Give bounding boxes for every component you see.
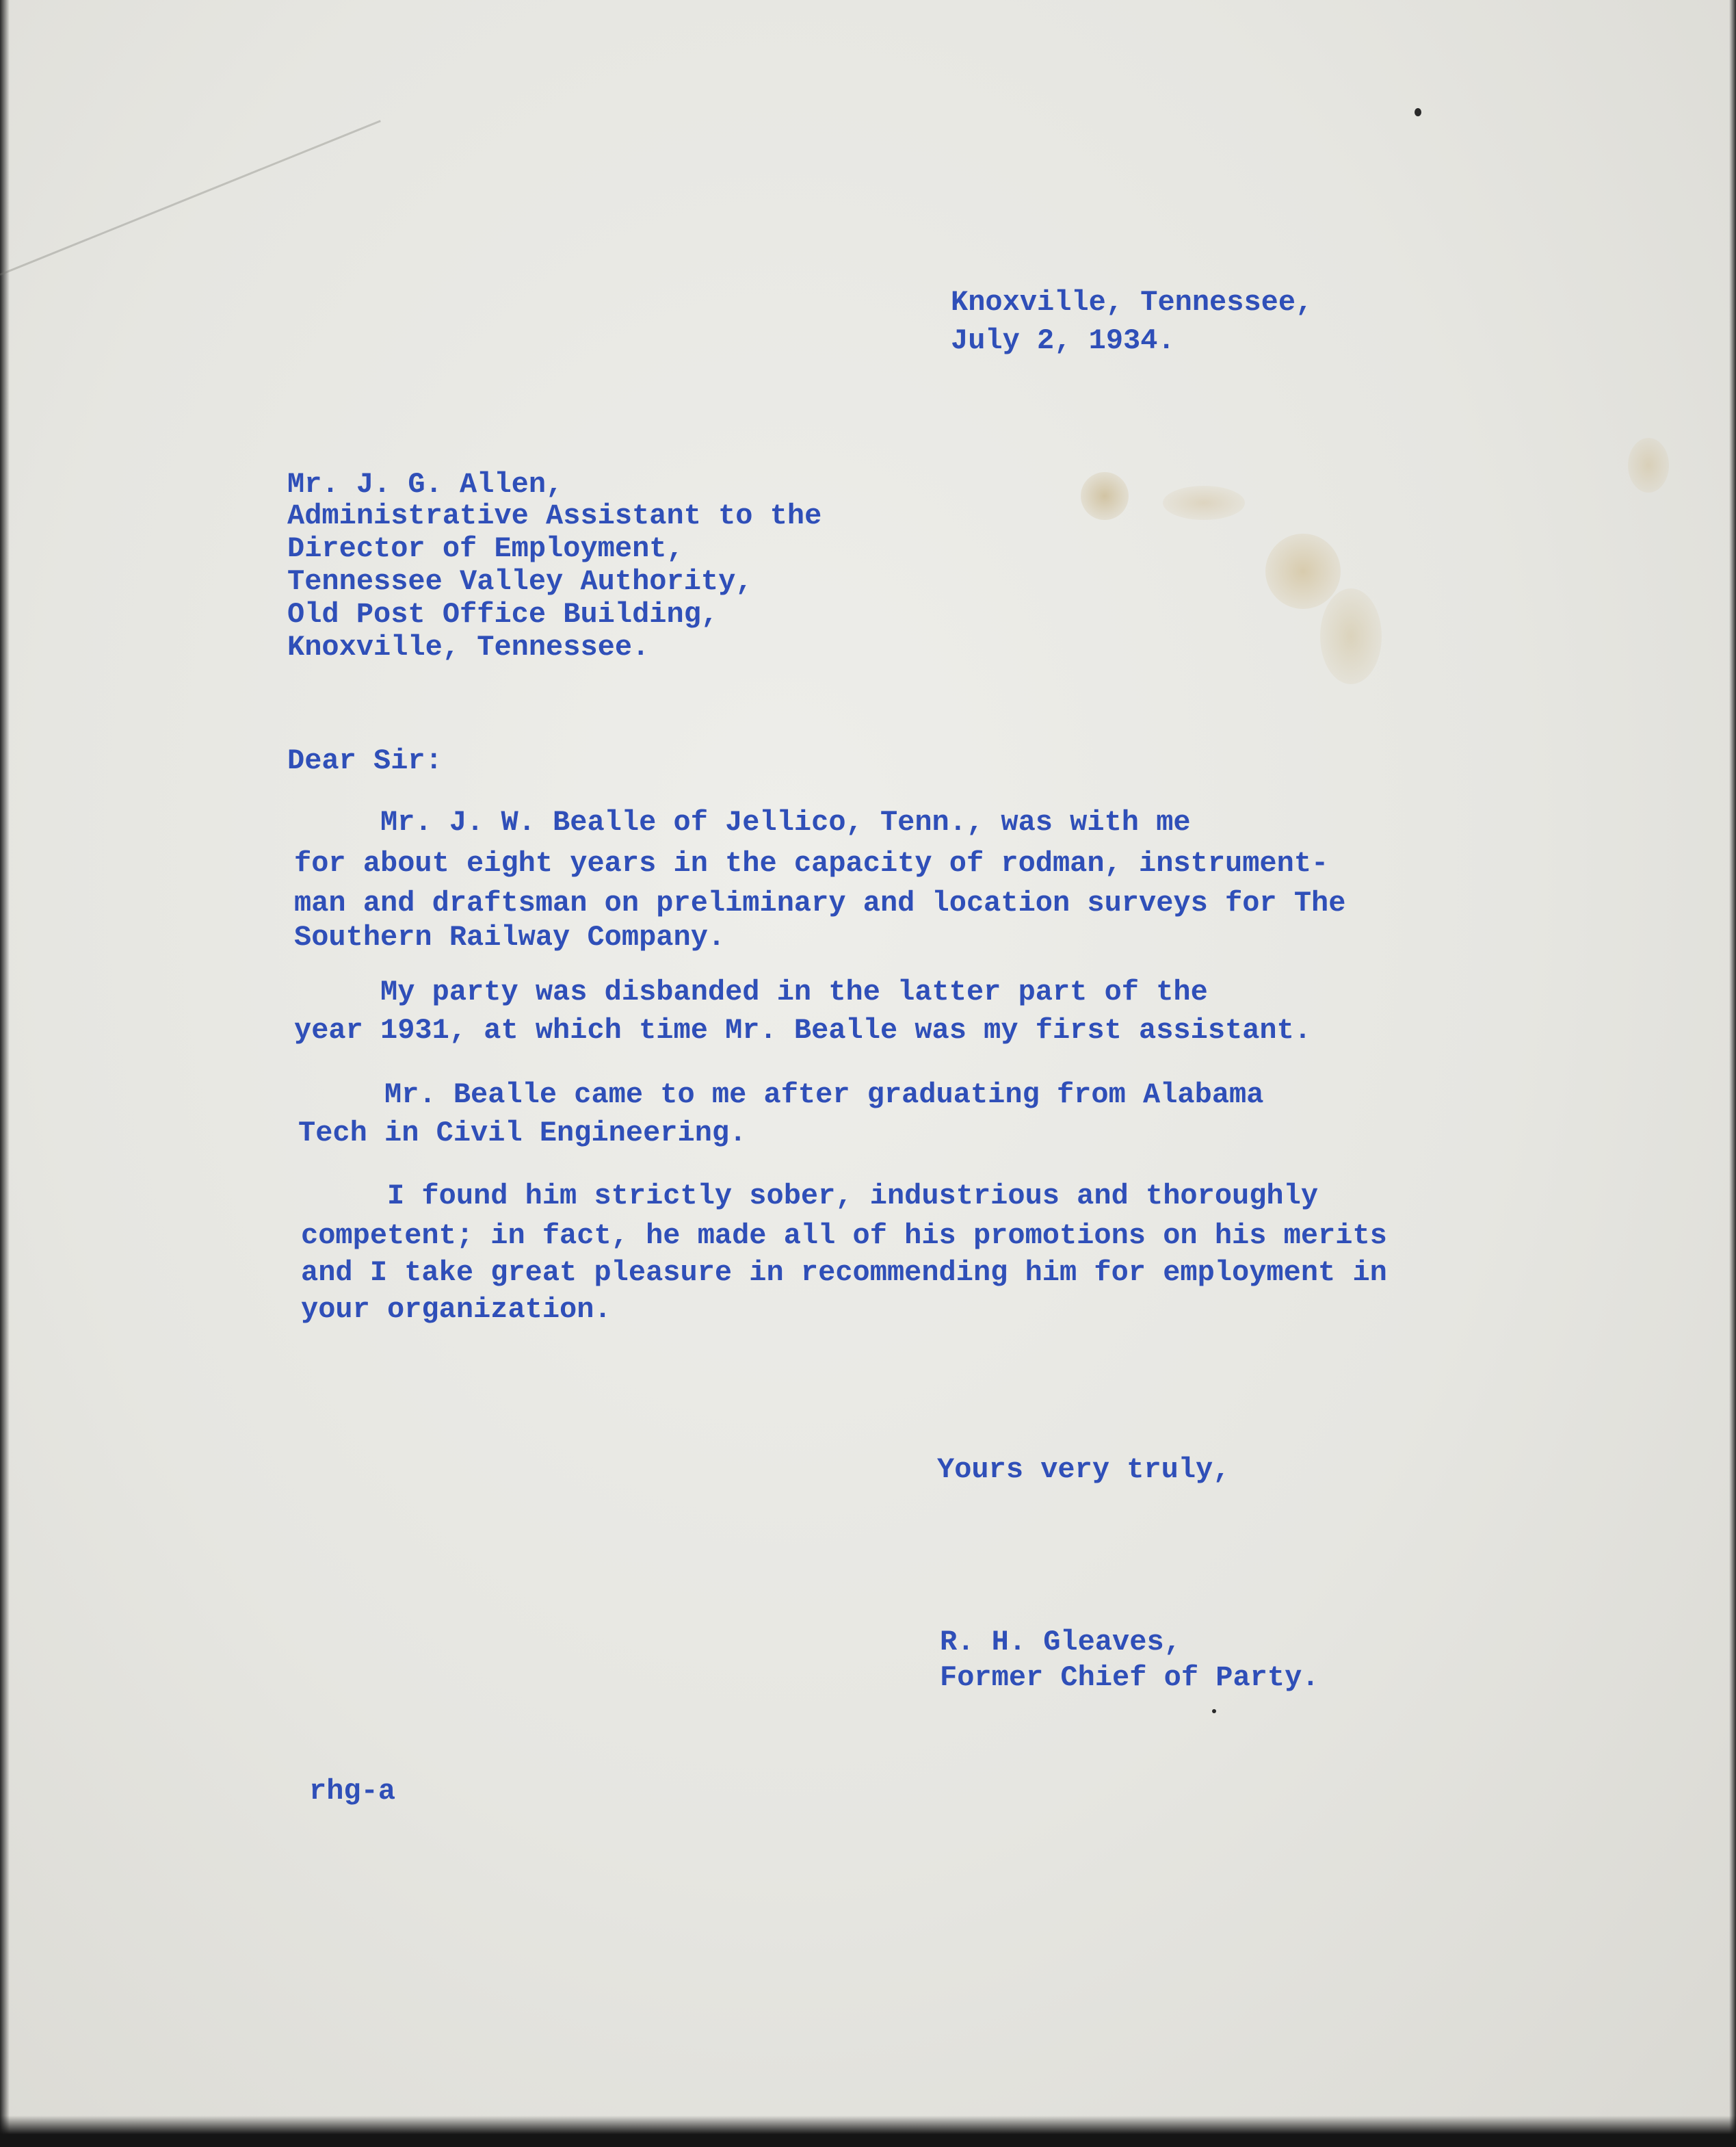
complimentary-close: Yours very truly, — [937, 1453, 1231, 1486]
water-stain — [1081, 472, 1129, 520]
recipient-name: Mr. J. G. Allen, — [287, 468, 564, 501]
page-right-edge-shadow — [1729, 0, 1736, 2147]
water-stain — [1320, 588, 1382, 684]
dateline-place: Knoxville, Tennessee, — [951, 286, 1313, 319]
water-stain — [1628, 438, 1669, 493]
water-stain — [1265, 534, 1341, 609]
recipient-line: Administrative Assistant to the — [287, 499, 822, 532]
ink-speck — [1415, 108, 1421, 116]
recipient-line: Tennessee Valley Authority, — [287, 565, 753, 598]
body-line: year 1931, at which time Mr. Bealle was my first assistant. — [294, 1014, 1312, 1047]
body-line: Mr. J. W. Bealle of Jellico, Tenn., was with me — [294, 806, 1191, 839]
recipient-line: Old Post Office Building, — [287, 598, 719, 631]
dateline-date: July 2, 1934. — [951, 324, 1175, 357]
body-line: competent; in fact, he made all of his promotions on his merits — [301, 1219, 1387, 1252]
body-line: My party was disbanded in the latter part of the — [294, 976, 1208, 1009]
salutation: Dear Sir: — [287, 744, 443, 777]
body-line: for about eight years in the capacity of rodman, instrument- — [294, 847, 1329, 880]
body-line: I found him strictly sober, industrious and thoroughly — [301, 1180, 1319, 1212]
signer-name: R. H. Gleaves, — [940, 1626, 1181, 1658]
body-line: your organization. — [301, 1293, 611, 1326]
body-line: man and draftsman on preliminary and location surveys for The — [294, 887, 1346, 920]
body-line: Southern Railway Company. — [294, 921, 726, 954]
body-line: Mr. Bealle came to me after graduating from Alabama — [298, 1078, 1264, 1111]
page-left-edge-shadow — [0, 0, 10, 2147]
water-stain — [1163, 486, 1245, 520]
paper-crease — [0, 120, 381, 276]
signer-title: Former Chief of Party. — [940, 1661, 1319, 1694]
recipient-line: Director of Employment, — [287, 532, 684, 565]
recipient-line: Knoxville, Tennessee. — [287, 631, 650, 664]
typist-initials: rhg-a — [309, 1775, 396, 1808]
ink-speck — [1212, 1709, 1216, 1713]
body-line: Tech in Civil Engineering. — [298, 1117, 747, 1149]
body-line: and I take great pleasure in recommending him for employment in — [301, 1256, 1387, 1289]
page-bottom-edge-shadow — [0, 2116, 1736, 2147]
